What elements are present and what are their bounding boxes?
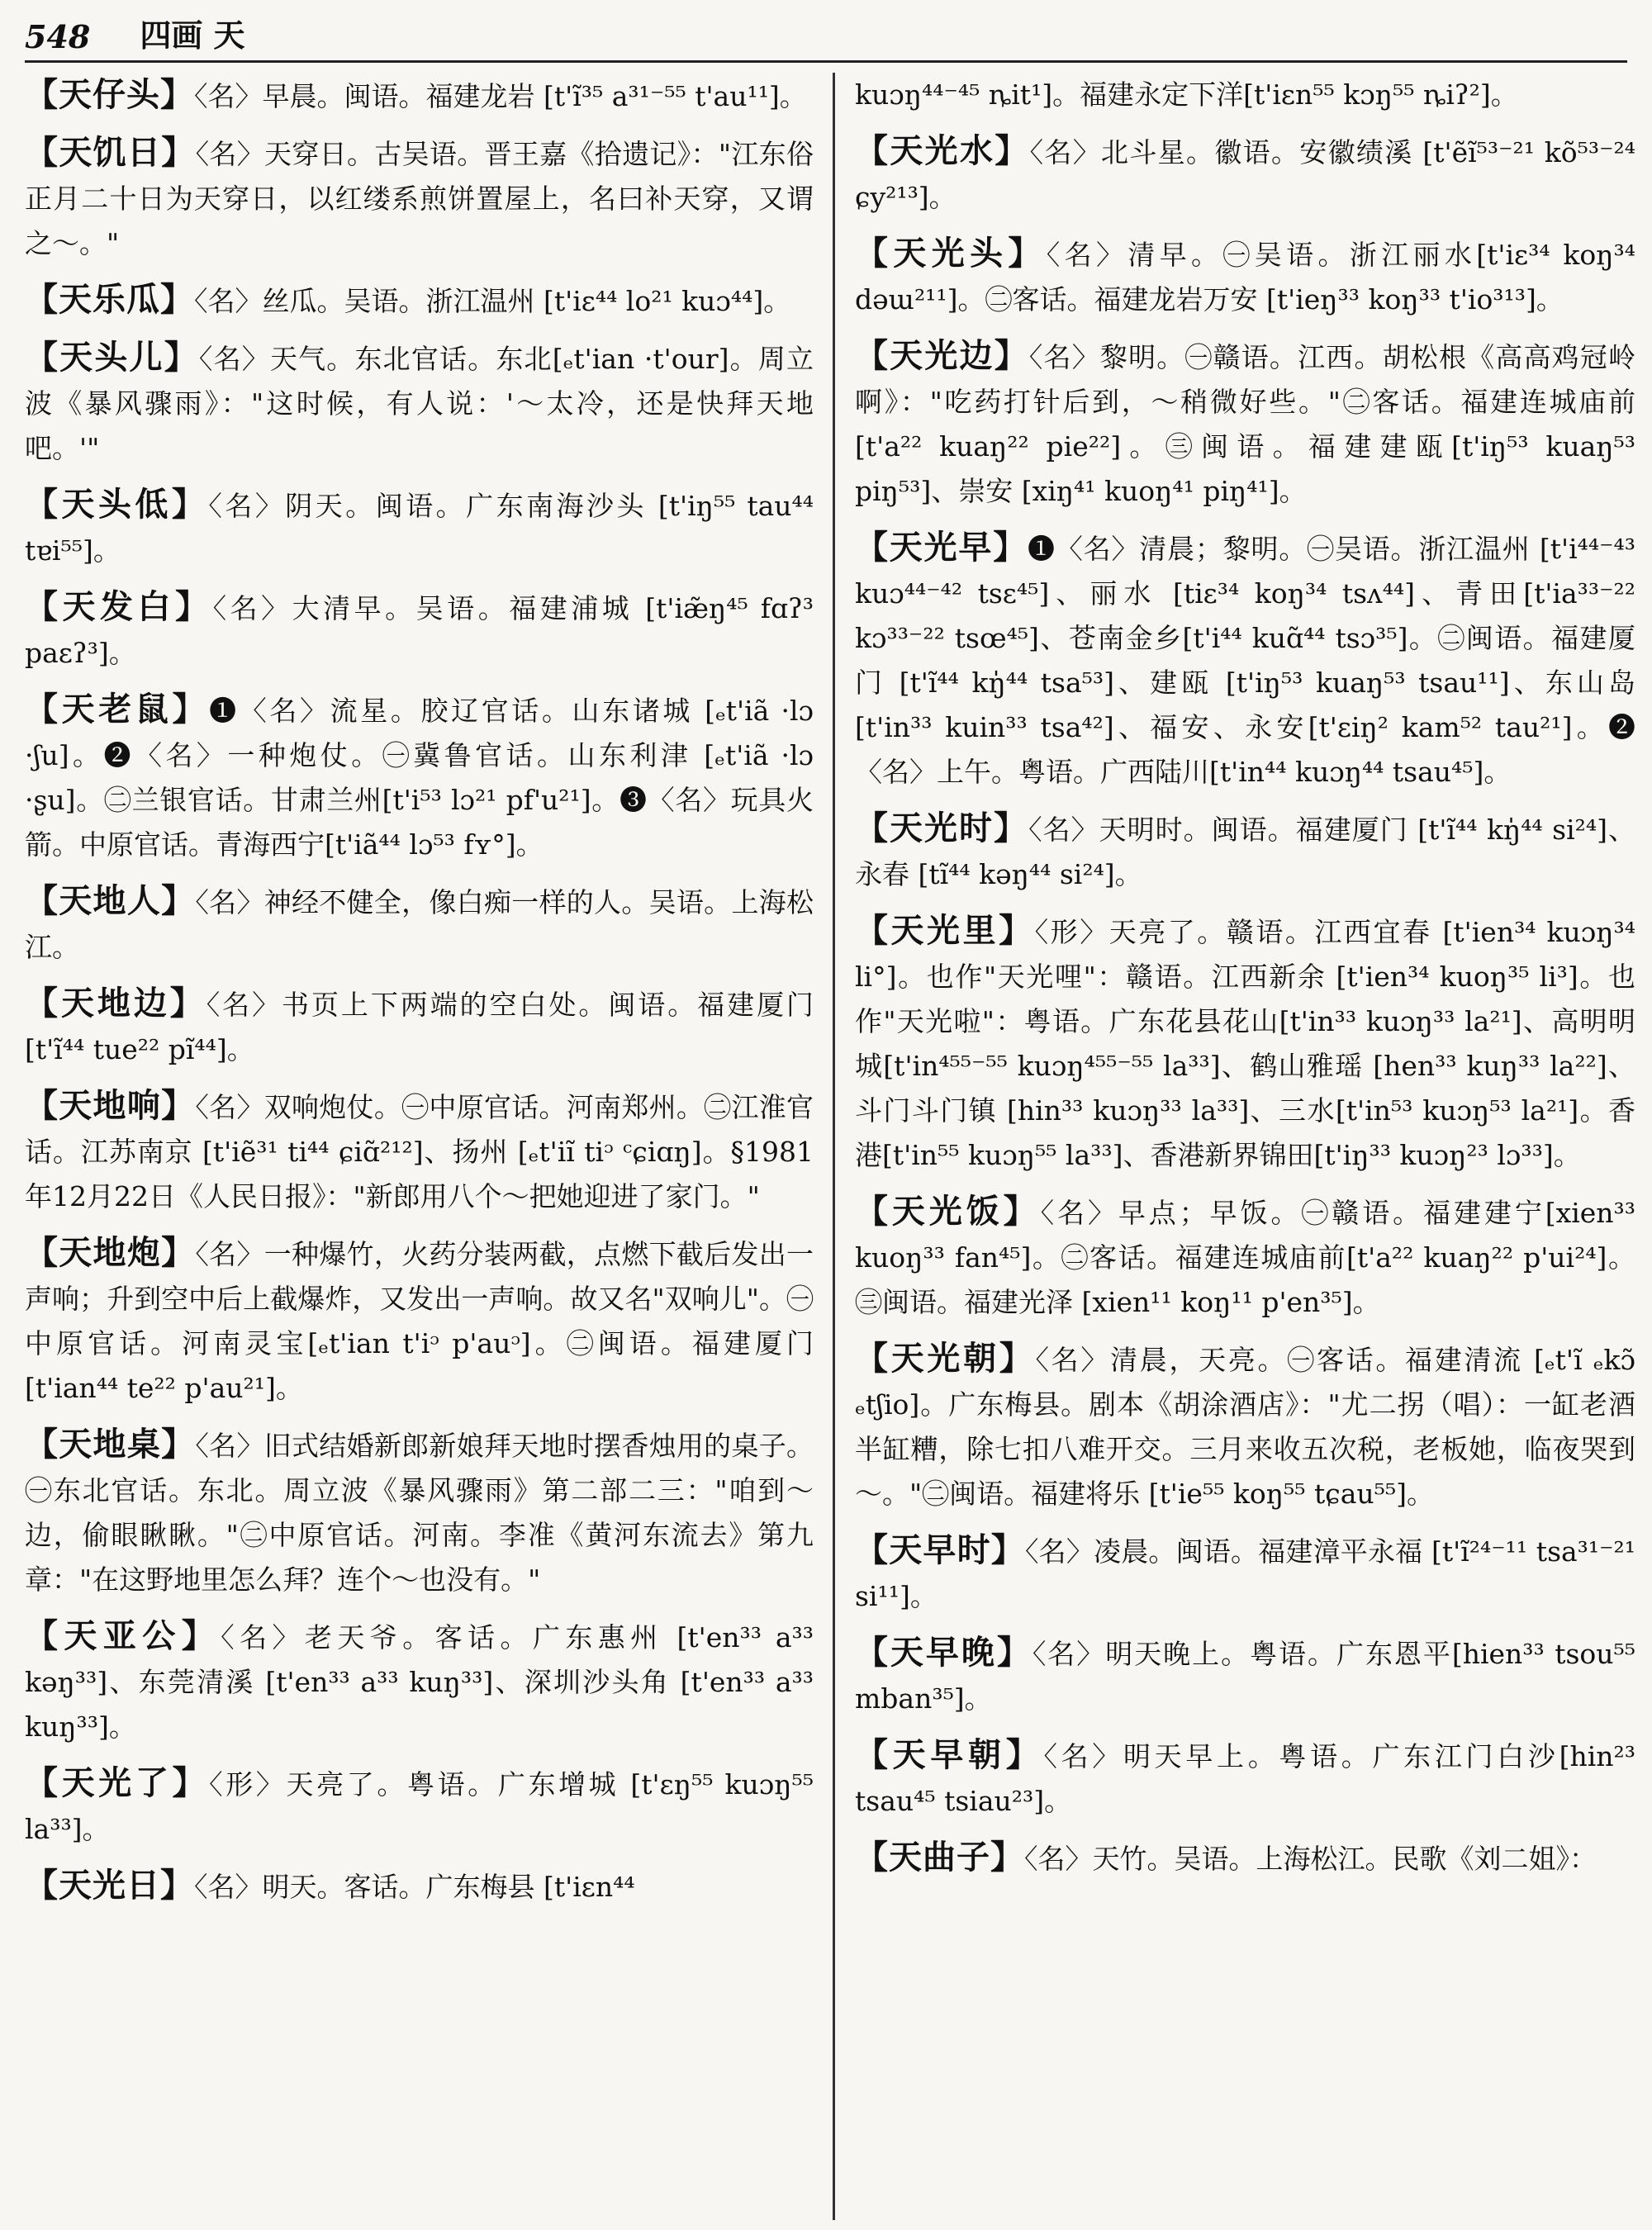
entry-tian-le-gua: 【天乐瓜】〈名〉丝瓜。吴语。浙江温州 [t'iɛ⁴⁴ lo²¹ kuɔ⁴⁴]。 — [25, 280, 791, 319]
headword: 【天乐瓜】 — [25, 280, 194, 319]
headword: 【天头低】 — [25, 485, 209, 524]
entry-tian-guang-le: 【天光了】〈形〉天亮了。粤语。广东增城 [t'ɛŋ⁵⁵ kuɔŋ⁵⁵ la³³]。 — [25, 1763, 814, 1845]
headword: 【天头儿】 — [25, 338, 199, 377]
entry-tian-tou-er: 【天头儿】〈名〉天气。东北官话。东北[ₑt'ian ·t'our]。周立波《暴风骤雨》："这时候，有人说：'～太冷，还是快拜天地吧。'" — [25, 338, 814, 464]
headword: 【天仔头】 — [25, 75, 194, 114]
entry-tian-qu-zi: 【天曲子】〈名〉天竹。吴语。上海松江。民歌《刘二姐》： — [855, 1838, 1597, 1877]
entry-tian-guang-zhao: 【天光朝】〈名〉清晨，天亮。㊀客话。福建清流 [ₑt'ĩ ₑkɔ̃ ₑtʃio]。广东梅县。剧本《胡涂酒店》："尤二拐（唱）：一缸老酒半缸糟，除七扣八难开交。三月来收五次税，老板她，临夜哭到～。"㊁闽语。福建将乐 [t'ie⁵⁵ koŋ⁵⁵ tɕau⁵⁵]。 — [855, 1339, 1635, 1510]
page-header — [25, 17, 1627, 63]
entry-tian-di-ren: 【天地人】〈名〉神经不健全，像白痴一样的人。吴语。上海松江。 — [25, 881, 814, 963]
headword: 【天亚公】 — [25, 1616, 221, 1655]
entry-tian-tou-di: 【天头低】〈名〉阴天。闽语。广东南海沙头 [t'iŋ⁵⁵ tau⁴⁴ tɐi⁵⁵]。 — [25, 485, 814, 567]
entry-tian-di-bian: 【天地边】〈名〉书页上下两端的空白处。闽语。福建厦门 [t'ĩ⁴⁴ tue²² pĩ⁴⁴]。 — [25, 984, 814, 1065]
headword: 【天光朝】 — [855, 1339, 1036, 1378]
headword: 【天光里】 — [855, 911, 1035, 950]
headword: 【天地边】 — [25, 984, 206, 1022]
headword: 【天曲子】 — [855, 1838, 1024, 1877]
headword: 【天地人】 — [25, 881, 196, 920]
headword: 【天光时】 — [855, 809, 1029, 847]
entry-tian-ji-ri: 【天饥日】〈名〉天穿日。古吴语。晋王嘉《拾遗记》："江东俗正月二十日为天穿日，以红缕系煎饼置屋上，名曰补天穿，又谓之～。" — [25, 133, 814, 259]
headword: 【天地桌】 — [25, 1425, 196, 1464]
entry-tian-guang-shi: 【天光时】〈名〉天明时。闽语。福建厦门 [t'ĩ⁴⁴ kŋ̍⁴⁴ si²⁴]、永春 [tĩ⁴⁴ kəŋ⁴⁴ si²⁴]。 — [855, 809, 1635, 890]
section-title: 四画 天 — [140, 17, 245, 54]
entry-tian-guang-zao: 【天光早】❶〈名〉清晨；黎明。㊀吴语。浙江温州 [t'i⁴⁴⁻⁴³ kuɔ⁴⁴⁻⁴² tsɛ⁴⁵]、丽水 [tiɛ³⁴ koŋ³⁴ tsʌ⁴⁴]、青田[t'ia³³⁻²² kɔ³³⁻²² tsœ⁴⁵]、苍南金乡[t'i⁴⁴ kuɑ̃⁴⁴ tsɔ³⁵]。㊁闽语。福建厦门 [t'ĩ⁴⁴ kŋ̍⁴⁴ tsa⁵³]、建瓯 [t'iŋ⁵³ kuaŋ⁵³ tsau¹¹]、东山岛[t'in³³ kuin³³ tsa⁴²]、福安、永安[t'ɛiŋ² kam⁵² tau²¹]。❷〈名〉上午。粤语。广西陆川[t'in⁴⁴ kuɔŋ⁴⁴ tsau⁴⁵]。 — [855, 528, 1635, 788]
headword: 【天早时】 — [855, 1530, 1025, 1569]
entry-tian-guang-bian: 【天光边】〈名〉黎明。㊀赣语。江西。胡松根《高高鸡冠岭啊》："吃药打针后到，～稍微好些。"㊁客话。福建连城庙前 [t'a²² kuaŋ²² pie²²]。㊂闽语。福建建瓯[t'iŋ⁵³ kuaŋ⁵³ piŋ⁵³]、崇安 [xiŋ⁴¹ kuoŋ⁴¹ piŋ⁴¹]。 — [855, 336, 1635, 507]
entry-continuation: kuɔŋ⁴⁴⁻⁴⁵ ȵit¹]。福建永定下洋[t'iɛn⁵⁵ kɔŋ⁵⁵ ȵiʔ²]。 — [855, 78, 1518, 111]
headword: 【天光早】 — [855, 528, 1028, 567]
headword: 【天光头】 — [855, 234, 1047, 273]
right-column — [855, 73, 1635, 2213]
entry-tian-di-zhuo: 【天地桌】〈名〉旧式结婚新郎新娘拜天地时摆香烛用的桌子。㊀东北官话。东北。周立波《暴风骤雨》第二部二三："咱到～边，偷眼瞅瞅。"㊁中原官话。河南。李准《黄河东流去》第九章："在这野地里怎么拜？连个～也没有。" — [25, 1425, 814, 1596]
headword: 【天地响】 — [25, 1086, 196, 1125]
entry-tian-di-xiang: 【天地响】〈名〉双响炮仗。㊀中原官话。河南郑州。㊁江淮官话。江苏南京 [t'iẽ³¹ ti⁴⁴ ɕiɑ̃²¹²]、扬州 [ₑt'iĩ tiᵓ ᶜɕiɑŋ]。§1981年12月22日《人民日报》："新郎用八个～把她迎进了家门。" — [25, 1086, 814, 1212]
entry-tian-guang-fan: 【天光饭】〈名〉早点；早饭。㊀赣语。福建建宁[xien³³ kuoŋ³³ fan⁴⁵]。㊁客话。福建连城庙前[t'a²² kuaŋ²² p'ui²⁴]。㊂闽语。福建光泽 [xien¹¹ koŋ¹¹ p'en³⁵]。 — [855, 1192, 1635, 1318]
headword: 【天发白】 — [25, 587, 213, 626]
headword: 【天早朝】 — [855, 1735, 1044, 1774]
entry-tian-zao-wan: 【天早晚】〈名〉明天晚上。粤语。广东恩平[hien³³ tsou⁵⁵ mban³⁵]。 — [855, 1633, 1635, 1715]
entry-tian-guang-shui: 【天光水】〈名〉北斗星。徽语。安徽绩溪 [t'ẽĩ⁵³⁻²¹ kõ⁵³⁻²⁴ ɕy²¹³]。 — [855, 131, 1635, 213]
entry-tian-lao-shu: 【天老鼠】❶〈名〉流星。胶辽官话。山东诸城 [ₑt'iã ·lɔ ·ʃu]。❷〈名〉一种炮仗。㊀冀鲁官话。山东利津 [ₑt'iã ·lɔ ·ʂu]。㊁兰银官话。甘肃兰州[t'i⁵³ lɔ²¹ pf'u²¹]。❸〈名〉玩具火箭。中原官话。青海西宁[t'iã⁴⁴ lɔ⁵³ fʏ°]。 — [25, 690, 814, 861]
headword: 【天光了】 — [25, 1763, 210, 1802]
left-column — [25, 73, 814, 2213]
headword: 【天光日】 — [25, 1866, 194, 1905]
headword: 【天地炮】 — [25, 1233, 196, 1272]
entry-tian-di-pao: 【天地炮】〈名〉一种爆竹，火药分装两截，点燃下截后发出一声响；升到空中后上截爆炸，又发出一声响。故又名"双响儿"。㊀中原官话。河南灵宝[ₑt'ian t'iᵓ p'auᵓ]。㊁闽语。福建厦门 [t'ian⁴⁴ te²² p'au²¹]。 — [25, 1233, 814, 1404]
entry-tian-guang-tou: 【天光头】〈名〉清早。㊀吴语。浙江丽水[t'iɛ³⁴ koŋ³⁴ dəɯ²¹¹]。㊁客话。福建龙岩万安 [t'ieŋ³³ koŋ³³ t'io³¹³]。 — [855, 234, 1635, 316]
entry-tian-zao-zhao: 【天早朝】〈名〉明天早上。粤语。广东江门白沙[hin²³ tsau⁴⁵ tsiau²³]。 — [855, 1735, 1635, 1817]
entry-tian-zai-tou: 【天仔头】〈名〉早晨。闽语。福建龙岩 [t'ĩ³⁵ a³¹⁻⁵⁵ t'au¹¹]。 — [25, 75, 807, 114]
headword: 【天早晚】 — [855, 1633, 1032, 1672]
headword: 【天光水】 — [855, 131, 1030, 170]
entry-tian-guang-ri: 【天光日】〈名〉明天。客话。广东梅县 [t'iɛn⁴⁴ — [25, 1866, 635, 1905]
entry-tian-guang-li: 【天光里】〈形〉天亮了。赣语。江西宜春 [t'ien³⁴ kuɔŋ³⁴ li°]。也作"天光哩"：赣语。江西新余 [t'ien³⁴ kuoŋ³⁵ li³]。也作"天光啦"：粤语。广东花县花山[t'in³³ kuɔŋ³³ la²¹]、高明明城[t'in⁴⁵⁵⁻⁵⁵ kuɔŋ⁴⁵⁵⁻⁵⁵ la³³]、鹤山雅瑶 [hen³³ kuŋ³³ la²²]、斗门斗门镇 [hin³³ kuɔŋ³³ la³³]、三水[t'in⁵³ kuɔŋ⁵³ la²¹]。香港[t'in⁵⁵ kuɔŋ⁵⁵ la³³]、香港新界锦田[t'iŋ³³ kuɔŋ²³ lɔ³³]。 — [855, 911, 1635, 1171]
headword: 【天老鼠】 — [25, 690, 210, 728]
headword: 【天光边】 — [855, 336, 1029, 375]
headword: 【天光饭】 — [855, 1192, 1041, 1231]
entry-tian-zao-shi: 【天早时】〈名〉凌晨。闽语。福建漳平永福 [t'ĩ²⁴⁻¹¹ tsa³¹⁻²¹ si¹¹]。 — [855, 1530, 1635, 1612]
page-number: 548 — [25, 18, 91, 55]
column-divider — [833, 73, 835, 2220]
entry-tian-fa-bai: 【天发白】〈名〉大清早。吴语。福建浦城 [t'iæ̃ŋ⁴⁵ fɑʔ³ paɛʔ³]。 — [25, 587, 814, 669]
headword: 【天饥日】 — [25, 133, 196, 172]
entry-tian-ya-gong: 【天亚公】〈名〉老天爷。客话。广东惠州 [t'en³³ a³³ kəŋ³³]、东莞清溪 [t'en³³ a³³ kuŋ³³]、深圳沙头角 [t'en³³ a³³ kuŋ³³]。 — [25, 1616, 814, 1743]
